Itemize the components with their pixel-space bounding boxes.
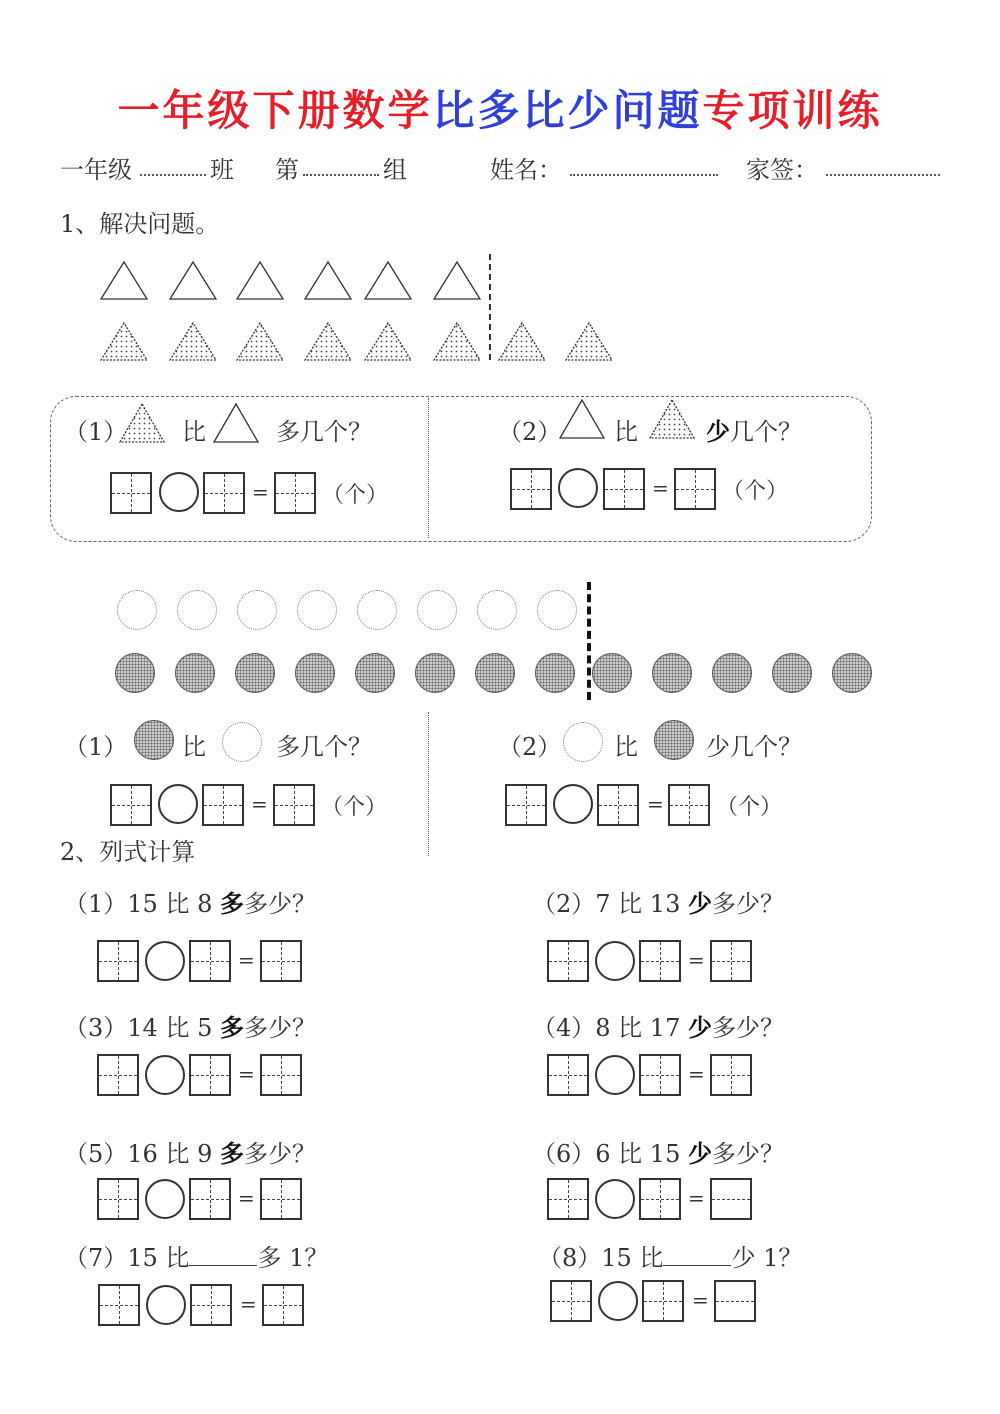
filled-circle [712,653,752,693]
triangle-outline [101,262,147,299]
answer-box[interactable] [97,940,139,982]
filled-circle [475,653,515,693]
fill-blank[interactable] [189,1245,257,1266]
answer-box[interactable] [97,1054,139,1096]
answer-box[interactable] [273,784,315,826]
answer-box[interactable] [710,940,752,982]
unit-label: （个） [322,483,389,508]
answer-box[interactable] [639,1054,681,1096]
circle-row-filled [115,653,875,695]
problem-2 [532,884,784,919]
problem-end: 多少？ [711,890,784,918]
group-prefix: 第 [275,156,299,184]
outline-circle-icon [563,722,603,762]
title-part-2: 比多比少问题 [432,86,703,135]
problem-text: 15 比 8 [127,890,220,918]
filled-circle [652,653,692,693]
operator-circle[interactable] [145,1055,185,1095]
operator-circle[interactable] [595,1055,635,1095]
fill-blank[interactable] [663,1245,731,1266]
problem-number: （3） [64,1014,128,1042]
filled-circle [355,653,395,693]
problem-end: 多少？ [243,890,316,918]
outline-circle-icon [222,722,262,762]
triangle-rows [90,250,630,370]
triangle-filled [170,323,216,360]
class-label: 班 [210,156,234,184]
filled-circle [415,653,455,693]
tri-q1-end: 多几个？ [276,418,372,446]
answer-box[interactable] [642,1280,684,1322]
triangle-row-filled [101,323,612,360]
problem-number: （6） [532,1140,596,1168]
problem-number: （5） [64,1140,128,1168]
problem-keyword: 少 [687,889,712,918]
answer-box[interactable] [203,472,245,514]
triangle-filled [566,323,612,360]
filled-circle [832,653,872,693]
circle-q-divider [428,712,429,856]
problem-end: 多少？ [711,1140,784,1168]
problem-keyword: 少 [687,1139,712,1168]
filled-triangle-icon [118,402,168,444]
outline-triangle-icon [212,402,262,444]
problem-number: （4） [532,1014,596,1042]
title-part-3: 专项训练 [702,86,883,135]
outline-circle [297,590,337,630]
outline-circle [177,590,217,630]
answer-box[interactable] [674,468,716,510]
answer-box[interactable] [550,1280,592,1322]
operator-circle[interactable] [146,1285,186,1325]
unit-label: （个） [716,795,783,820]
triangle-outline [237,262,283,299]
filled-triangle-icon [648,398,698,440]
problem-3 [64,1008,316,1043]
circ-q2-bi: 比 [614,733,638,761]
answer-box[interactable] [189,1178,231,1220]
problem-text: 14 比 5 [127,1014,220,1042]
unit-label: （个） [722,479,789,504]
equals-sign: = [238,1186,255,1210]
problem-text: 8 比 17 [595,1014,688,1042]
section-1-heading: 1、解决问题。 [60,210,220,238]
answer-box[interactable] [710,1054,752,1096]
problem-number: （1） [64,890,128,918]
problem-end: 多 1？ [257,1244,329,1272]
outline-triangle-icon [558,398,608,440]
answer-box[interactable] [714,1280,756,1322]
page-title [0,78,1000,138]
answer-box[interactable] [710,1178,752,1220]
triangle-filled [101,323,147,360]
student-info-row [60,150,950,182]
answer-box[interactable] [639,940,681,982]
tri-q2-key: 少 [706,417,730,446]
tri-q2-number: （2） [498,418,562,446]
problem-number: （8） [538,1244,602,1272]
problem-5 [64,1134,316,1169]
problem-text: 6 比 15 [595,1140,688,1168]
answer-box[interactable] [189,1054,231,1096]
triangle-row-outline [101,262,480,299]
class-field[interactable] [140,174,206,176]
filled-circle [235,653,275,693]
problem-end: 少 1？ [731,1244,803,1272]
group-label: 组 [383,156,407,184]
problem-end: 多少？ [243,1014,316,1042]
triangle-filled [434,323,480,360]
triangle-outline [305,262,351,299]
outline-circle [237,590,277,630]
problem-keyword: 多 [219,1013,244,1042]
outline-circle [417,590,457,630]
title-part-1: 一年级下册数学 [117,86,433,135]
circle-row-outline [117,590,597,630]
answer-box[interactable] [668,784,710,826]
operator-circle[interactable] [558,468,598,508]
outline-circle [357,590,397,630]
tri-q1-bi: 比 [182,418,206,446]
answer-box[interactable] [262,1284,304,1326]
unit-label: （个） [321,795,388,820]
circ-q1-end: 多几个？ [276,733,372,761]
problem-text: 16 比 9 [127,1140,220,1168]
filled-circle [295,653,335,693]
sign-label: 家签： [746,156,818,184]
tri-q2-bi: 比 [614,418,638,446]
filled-circle [115,653,155,693]
outline-circle [477,590,517,630]
answer-box[interactable] [274,472,316,514]
name-label: 姓名： [490,156,562,184]
answer-box[interactable] [110,784,152,826]
filled-circle [592,653,632,693]
tri-q1-number: （1） [64,418,128,446]
answer-box[interactable] [189,940,231,982]
triangle-filled [305,323,351,360]
equals-sign: = [688,948,705,972]
answer-box[interactable] [547,940,589,982]
problem-8 [538,1238,802,1273]
answer-box[interactable] [202,784,244,826]
answer-box[interactable] [639,1178,681,1220]
operator-circle[interactable] [595,941,635,981]
problem-keyword: 少 [687,1013,712,1042]
circ-q2-end: 少几个？ [706,733,802,761]
filled-circle [772,653,812,693]
problem-text: 15 比 [601,1244,664,1272]
operator-circle[interactable] [595,1179,635,1219]
equals-sign: = [238,948,255,972]
tri-q2-end: 少几个？ [706,417,802,446]
problem-text: 7 比 13 [595,890,688,918]
answer-box[interactable] [547,1054,589,1096]
circ-q1-number: （1） [64,733,128,761]
problem-1 [64,884,316,919]
triangle-outline [365,262,411,299]
filled-circle [175,653,215,693]
answer-box[interactable] [603,468,645,510]
section-2-heading: 2、列式计算 [60,838,196,866]
answer-box[interactable] [260,1178,302,1220]
problem-end: 多少？ [243,1140,316,1168]
problem-end: 多少？ [711,1014,784,1042]
operator-circle[interactable] [145,1179,185,1219]
problem-number: （2） [532,890,596,918]
name-field[interactable] [570,174,718,176]
operator-circle[interactable] [159,472,199,512]
problem-keyword: 多 [219,889,244,918]
filled-circle [535,653,575,693]
equals-sign: = [251,792,268,816]
operator-circle[interactable] [158,784,198,824]
triangle-filled [365,323,411,360]
outline-circle [117,590,157,630]
equals-sign: = [252,480,269,504]
answer-box[interactable] [190,1284,232,1326]
problem-7 [64,1238,328,1273]
equals-sign: = [688,1186,705,1210]
circ-q2-number: （2） [498,733,562,761]
problem-keyword: 多 [219,1139,244,1168]
problem-number: （7） [64,1244,128,1272]
triangle-outline [434,262,480,299]
triangle-filled [237,323,283,360]
sign-field[interactable] [826,174,940,176]
equals-sign: = [238,1062,255,1086]
answer-box[interactable] [97,1178,139,1220]
problem-6 [532,1134,784,1169]
problem-text: 15 比 [127,1244,190,1272]
circ-q1-bi: 比 [182,733,206,761]
triangle-outline [170,262,216,299]
operator-circle[interactable] [145,941,185,981]
equals-sign: = [688,1062,705,1086]
operator-circle[interactable] [553,784,593,824]
outline-circle [537,590,577,630]
equals-sign: = [692,1288,709,1312]
problem-4 [532,1008,784,1043]
equals-sign: = [652,476,669,500]
panel-divider [428,398,429,538]
answer-box[interactable] [98,1284,140,1326]
filled-circle-icon [134,720,174,760]
equals-sign: = [240,1292,257,1316]
group-field[interactable] [303,174,379,176]
answer-box[interactable] [547,1178,589,1220]
triangle-filled [499,323,545,360]
equals-sign: = [647,792,664,816]
answer-box[interactable] [505,784,547,826]
operator-circle[interactable] [598,1281,638,1321]
grade-label: 一年级 [60,156,132,184]
answer-box[interactable] [260,940,302,982]
filled-circle-icon [654,720,694,760]
answer-box[interactable] [110,472,152,514]
answer-box[interactable] [510,468,552,510]
answer-box[interactable] [597,784,639,826]
answer-box[interactable] [260,1054,302,1096]
